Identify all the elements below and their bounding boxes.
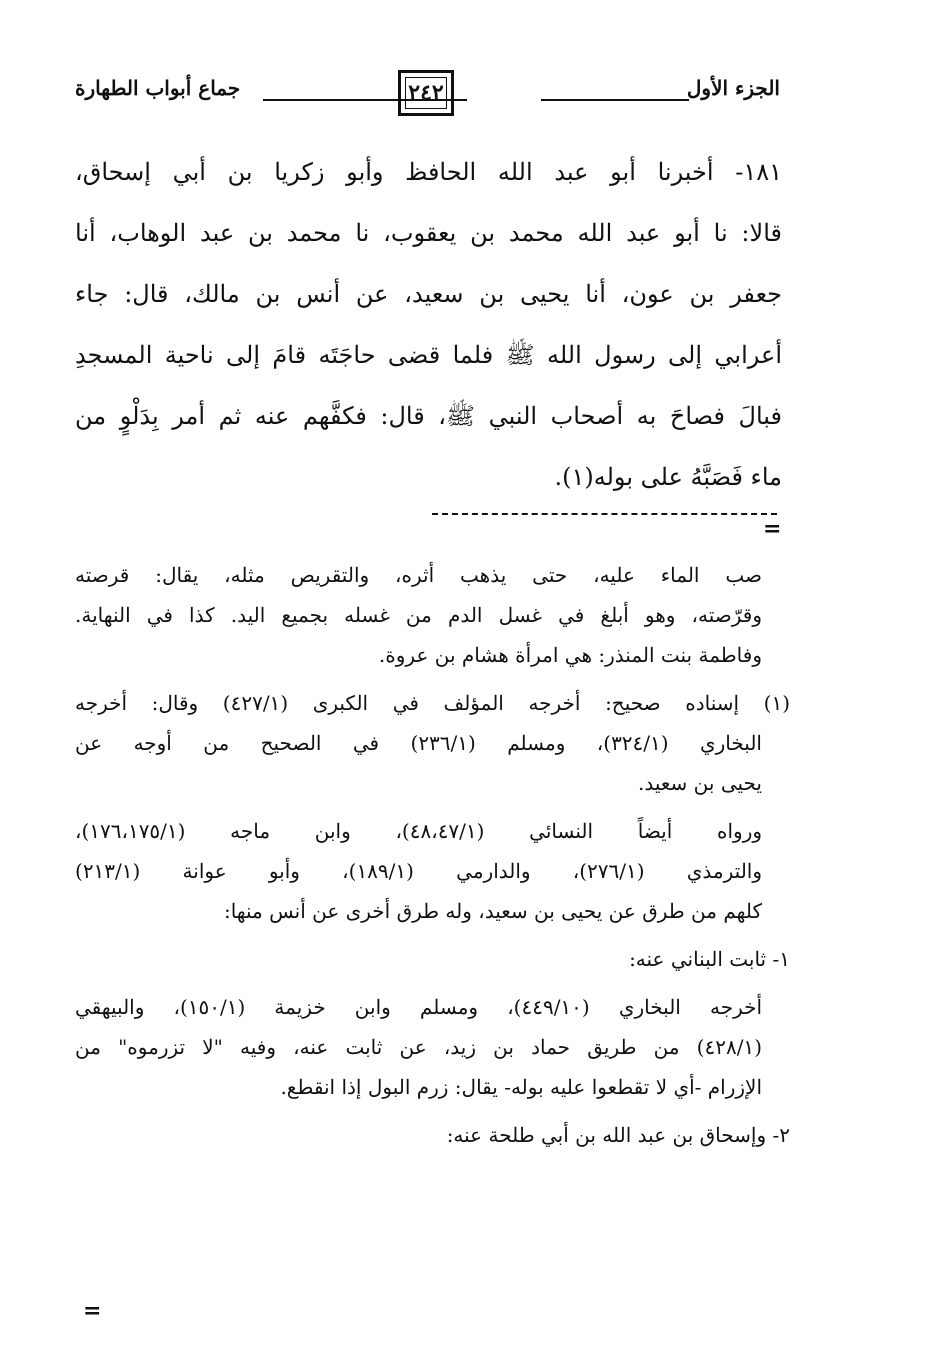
volume-title: الجزء الأول — [686, 76, 780, 100]
main-text-line: قالا: نا أبو عبد الله محمد بن يعقوب، نا محمد بن عبد الوهاب، أنا — [75, 219, 782, 247]
footnote-1-line: البخاري (٣٢٤/١)، ومسلم (٢٣٦/١) في الصحيح من أوجه عن — [75, 731, 762, 755]
main-text-line: ١٨١- أخبرنا أبو عبد الله الحافظ وأبو زكريا بن أبي إسحاق، — [75, 158, 782, 186]
list-item-1-title: ١- ثابت البناني عنه: — [629, 947, 790, 971]
main-text-line: جعفر بن عون، أنا يحيى بن سعيد، عن أنس بن مالك، قال: جاء — [75, 280, 782, 308]
footnote-line: وقرّصته، وهو أبلغ في غسل الدم من غسله بجميع اليد. كذا في النهاية. — [75, 603, 762, 627]
footnote-1-line: والترمذي (٢٧٦/١)، والدارمي (١٨٩/١)، وأبو عوانة (٢١٣/١) — [75, 859, 763, 883]
list-item-1-line: الإزرام -أي لا تقطعوا عليه بوله- يقال: زرم البول إذا انقطع. — [280, 1075, 762, 1099]
header-rule-left — [263, 99, 467, 101]
footnote-1-line: كلهم من طرق عن يحيى بن سعيد، وله طرق أخرى عن أنس منها: — [223, 899, 762, 923]
running-header — [75, 58, 780, 130]
footnote-1-line: ورواه أيضاً النسائي (٤٨،٤٧/١)، وابن ماجه (١٧٦،١٧٥/١)، — [75, 819, 763, 843]
footnote-1-line: (١) إسناده صحيح: أخرجه المؤلف في الكبرى (٤٢٧/١) وقال: أخرجه — [75, 691, 790, 715]
main-text-line: ماء فَصَبَّهُ على بوله(١). — [554, 463, 782, 491]
footnote-separator — [432, 513, 777, 515]
footnotes — [75, 560, 790, 1160]
chapter-title: جماع أبواب الطهارة — [75, 76, 241, 100]
page-number-box — [398, 70, 454, 116]
page-number: ٢٤٢ — [405, 77, 447, 109]
main-text-line: فبالَ فصاحَ به أصحاب النبي ﷺ، قال: فكفَّهم عنه ثم أمر بِدَلْوٍ من — [75, 402, 782, 430]
main-text-line: أعرابي إلى رسول الله ﷺ فلما قضى حاجَتَه قامَ إلى ناحية المسجدِ — [75, 341, 782, 369]
footnote-1-line: يحيى بن سعيد. — [638, 771, 762, 795]
list-item-2-title: ٢- وإسحاق بن عبد الله بن أبي طلحة عنه: — [446, 1123, 790, 1147]
main-text — [75, 150, 782, 516]
continuation-mark-top: = — [763, 516, 782, 542]
footnote-line: صب الماء عليه، حتى يذهب أثره، والتقريص مثله، يقال: قرصته — [75, 563, 762, 587]
list-item-1-line: أخرجه البخاري (٤٤٩/١٠)، ومسلم وابن خزيمة (١٥٠/١)، والبيهقي — [75, 995, 763, 1019]
header-rule-right — [541, 99, 689, 101]
list-item-1-line: (٤٢٨/١) من طريق حماد بن زيد، عن ثابت عنه، وفيه "لا تزرموه" من — [75, 1035, 762, 1059]
continuation-mark-bottom: = — [83, 1298, 102, 1324]
footnote-line: وفاطمة بنت المنذر: هي امرأة هشام بن عروة. — [378, 643, 762, 667]
